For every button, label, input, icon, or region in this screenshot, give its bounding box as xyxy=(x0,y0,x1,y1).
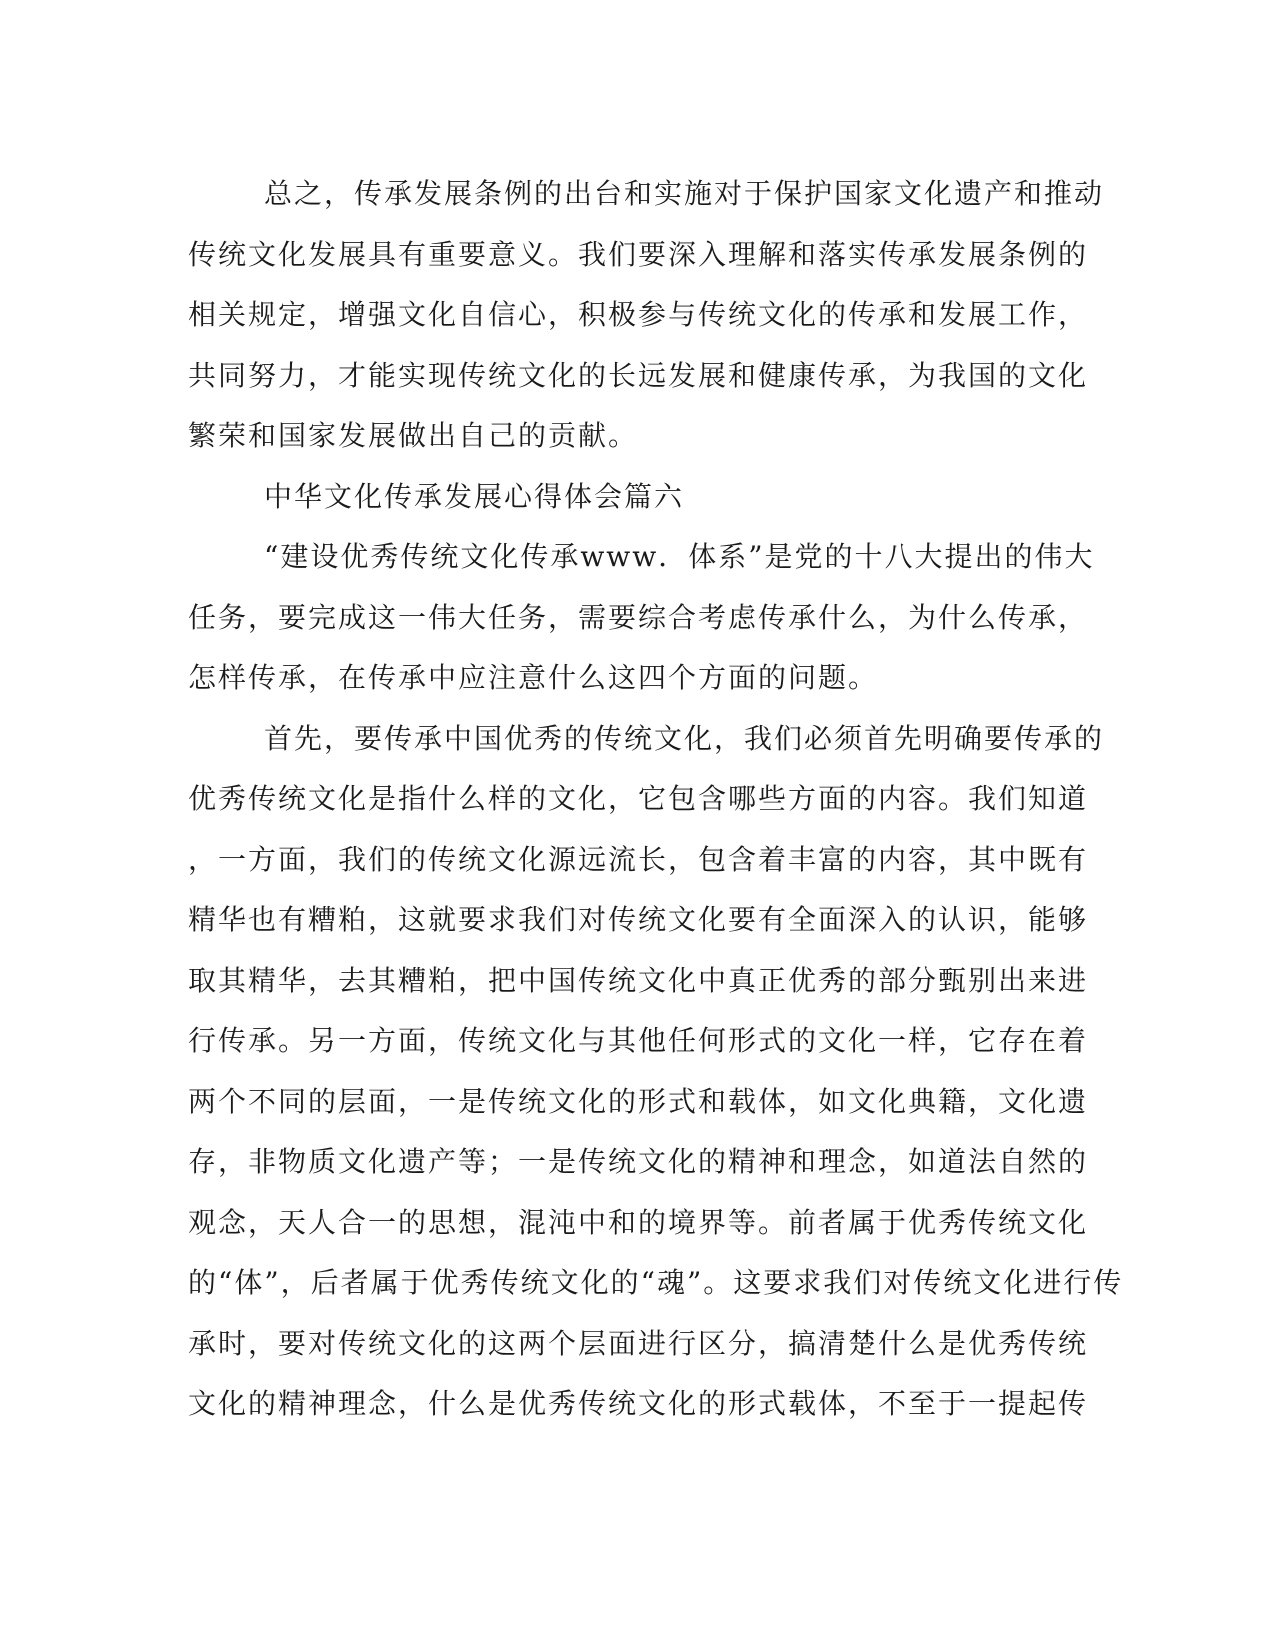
paragraph-first-line: ，一方面，我们的传统文化源远流长，包含着丰富的内容，其中既有 xyxy=(188,842,1089,876)
paragraph-first-line: 优秀传统文化是指什么样的文化，它包含哪些方面的内容。我们知道 xyxy=(188,782,1089,815)
paragraph-conclusion-line: 繁荣和国家发展做出自己的贡献。 xyxy=(188,419,639,452)
paragraph-first-line: 两个不同的层面，一是传统文化的形式和载体，如文化典籍，文化遗 xyxy=(188,1084,1089,1118)
paragraph-first-line: 精华也有糟粕，这就要求我们对传统文化要有全面深入的认识，能够 xyxy=(188,903,1089,936)
paragraph-first-line: 行传承。另一方面，传统文化与其他任何形式的文化一样，它存在着 xyxy=(188,1024,1089,1057)
paragraph-conclusion-line: 总之，传承发展条例的出台和实施对于保护国家文化遗产和推动 xyxy=(264,177,1105,210)
section-heading: 中华文化传承发展心得体会篇六 xyxy=(264,479,685,513)
paragraph-first-line: 观念，天人合一的思想，混沌中和的境界等。前者属于优秀传统文化 xyxy=(188,1205,1089,1239)
paragraph-first-line: 承时，要对传统文化的这两个层面进行区分，搞清楚什么是优秀传统 xyxy=(188,1326,1089,1360)
document-body xyxy=(188,164,1124,1435)
paragraph-intro-line: 怎样传承，在传承中应注意什么这四个方面的问题。 xyxy=(188,661,879,694)
paragraph-first-line: 文化的精神理念，什么是优秀传统文化的形式载体，不至于一提起传 xyxy=(188,1387,1089,1420)
paragraph-conclusion-line: 共同努力，才能实现传统文化的长远发展和健康传承，为我国的文化 xyxy=(188,358,1089,392)
paragraph-intro-line: 任务，要完成这一伟大任务，需要综合考虑传承什么，为什么传承， xyxy=(188,600,1089,634)
paragraph-first-line: 取其精华，去其糟粕，把中国传统文化中真正优秀的部分甄别出来进 xyxy=(188,963,1089,997)
paragraph-conclusion-line: 相关规定，增强文化自信心，积极参与传统文化的传承和发展工作， xyxy=(188,298,1089,331)
paragraph-intro-line: “建设优秀传统文化传承www．体系”是党的十八大提出的伟大 xyxy=(264,540,1095,573)
paragraph-first-line: 存，非物质文化遗产等；一是传统文化的精神和理念，如道法自然的 xyxy=(188,1145,1089,1178)
paragraph-conclusion-line: 传统文化发展具有重要意义。我们要深入理解和落实传承发展条例的 xyxy=(188,237,1089,271)
paragraph-first-line: 首先，要传承中国优秀的传统文化，我们必须首先明确要传承的 xyxy=(264,721,1105,755)
paragraph-first-line: 的“体”，后者属于优秀传统文化的“魂”。这要求我们对传统文化进行传 xyxy=(188,1266,1124,1299)
